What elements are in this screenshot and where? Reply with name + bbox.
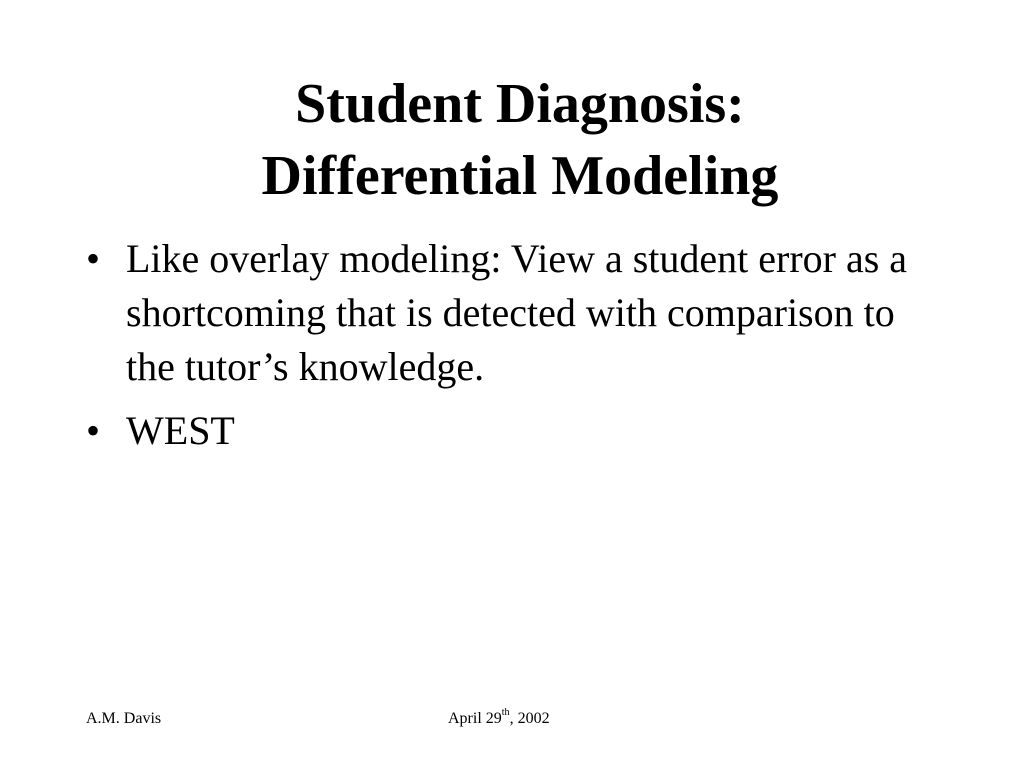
footer-date: [448, 708, 550, 730]
slide-title-line-2: Differential Modeling: [261, 145, 779, 207]
bullet-text: WEST: [126, 408, 235, 453]
footer-date-prefix: April 29: [448, 710, 502, 727]
footer-date-ordinal: th: [501, 706, 510, 718]
slide-title: [0, 68, 1024, 212]
bullet-icon: •: [86, 408, 101, 453]
bullet-item: [86, 404, 936, 458]
bullet-list: [86, 232, 936, 468]
footer-date-year: , 2002: [509, 710, 550, 727]
slide-title-line-1: Student Diagnosis:: [295, 73, 745, 135]
bullet-icon: •: [86, 236, 101, 281]
bullet-text: Like overlay modeling: View a student error as a shortcoming that is detected with comparison to the tutor’s knowledge.: [126, 236, 908, 389]
footer-author: A.M. Davis: [86, 710, 162, 727]
bullet-item: [86, 232, 936, 394]
